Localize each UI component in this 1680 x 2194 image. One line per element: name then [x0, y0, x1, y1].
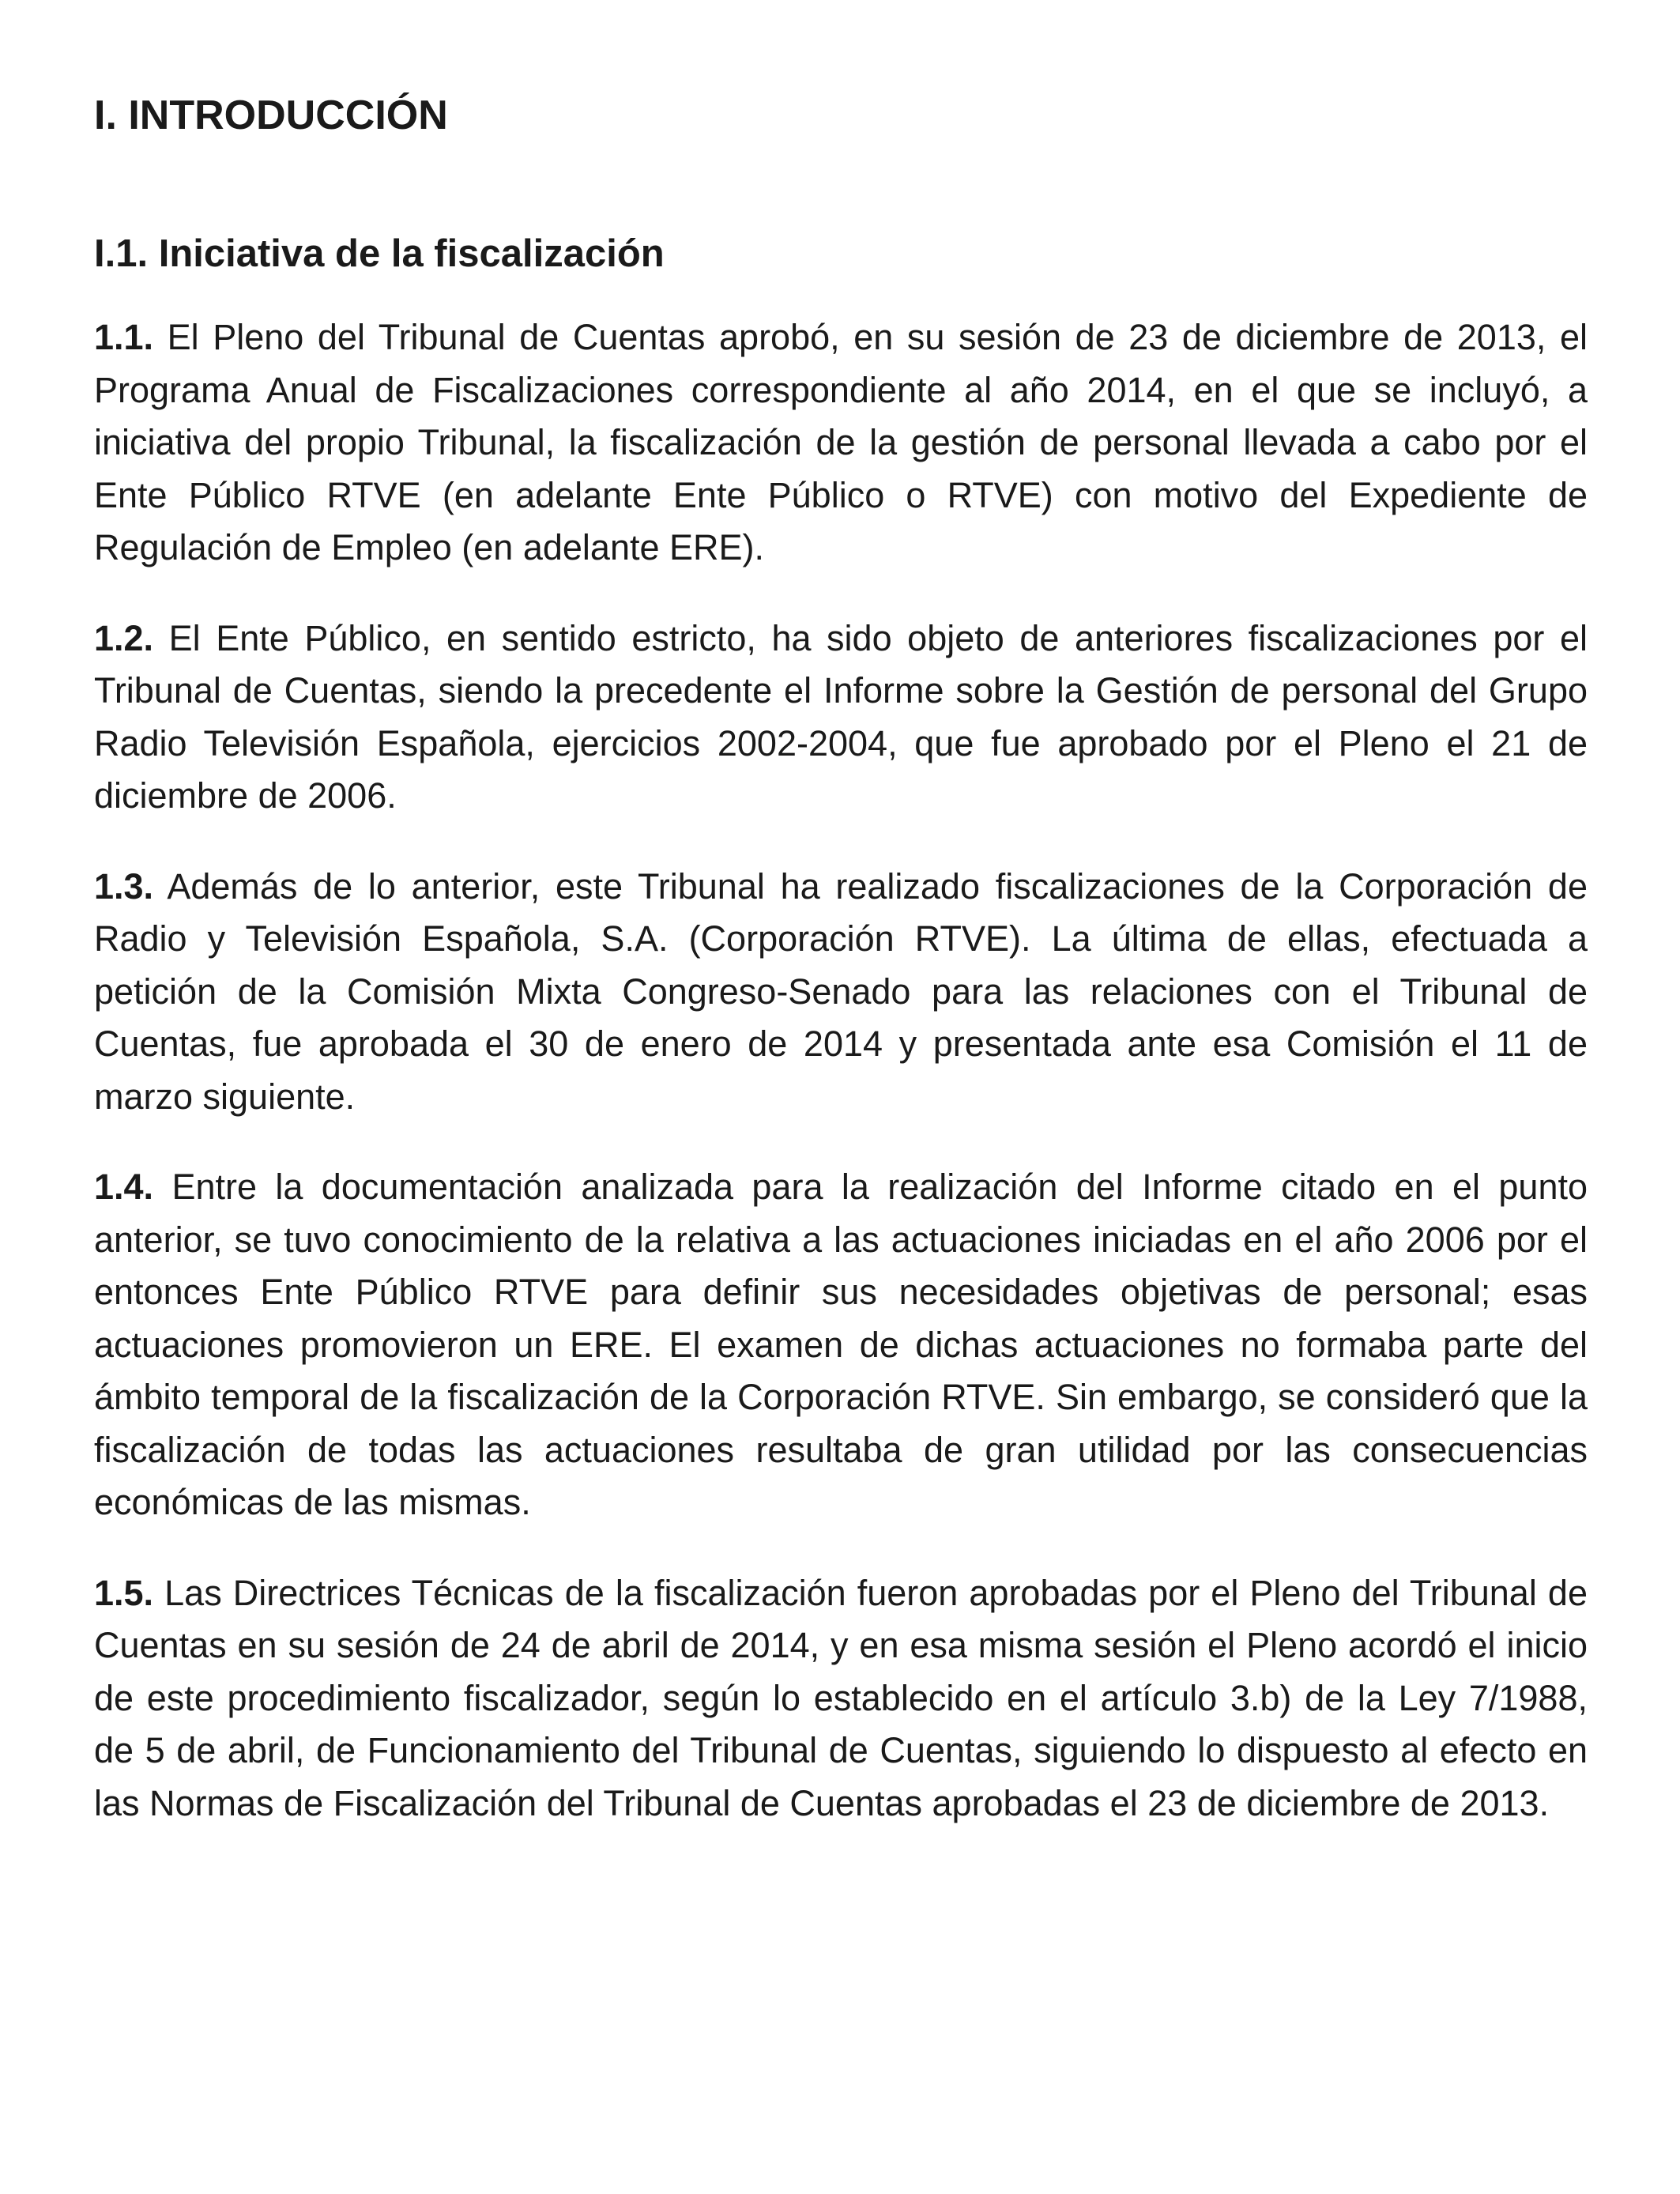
paragraph-text: Entre la documentación analizada para la realización del Informe citado en el punto anterior, se tuvo conocimiento de la relativa a las actuaciones iniciadas en el año 2006 por el entonces Ente Público RTVE para definir sus necesidades objetivas de personal; esas actuaciones promovieron un ERE. El examen de dichas actuaciones no formaba parte del ámbito temporal de la fiscalización de la Corporación RTVE. Sin embargo, se consideró que la fiscalización de todas las actuaciones resultaba de gran utilidad por las consecuencias económicas de las mismas.	[94, 1167, 1588, 1522]
paragraph-text: Las Directrices Técnicas de la fiscalización fueron aprobadas por el Pleno del Tribunal de Cuentas en su sesión de 24 de abril de 2014, y en esa misma sesión el Pleno acordó el inicio de este procedimiento fiscalizador, según lo establecido en el artículo 3.b) de la Ley 7/1988, de 5 de abril, de Funcionamiento del Tribunal de Cuentas, siguiendo lo dispuesto al efecto en las Normas de Fiscalización del Tribunal de Cuentas aprobadas el 23 de diciembre de 2013.	[94, 1572, 1588, 1823]
paragraph-number: 1.5.	[94, 1572, 154, 1613]
paragraph-1-3	[94, 861, 1588, 1124]
section-heading: I.1. Iniciativa de la fiscalización	[94, 232, 665, 275]
paragraph-number: 1.1.	[94, 317, 154, 357]
paragraph-1-4	[94, 1161, 1588, 1529]
paragraph-text: El Ente Público, en sentido estricto, ha sido objeto de anteriores fiscalizaciones por el Tribunal de Cuentas, siendo la precedente el Informe sobre la Gestión de personal del Grupo Radio Televisión Española, ejercicios 2002-2004, que fue aprobado por el Pleno el 21 de diciembre de 2006.	[94, 617, 1588, 816]
paragraph-text: El Pleno del Tribunal de Cuentas aprobó, en su sesión de 23 de diciembre de 2013, el Programa Anual de Fiscalizaciones correspondiente al año 2014, en el que se incluyó, a iniciativa del propio Tribunal, la fiscalización de la gestión de personal llevada a cabo por el Ente Público RTVE (en adelante Ente Público o RTVE) con motivo del Expediente de Regulación de Empleo (en adelante ERE).	[94, 317, 1588, 567]
paragraph-1-5	[94, 1567, 1588, 1830]
document-page	[94, 87, 1588, 1868]
paragraph-number: 1.3.	[94, 865, 154, 907]
paragraph-number: 1.4.	[94, 1167, 154, 1207]
paragraph-1-1	[94, 311, 1588, 575]
paragraph-text: Además de lo anterior, este Tribunal ha realizado fiscalizaciones de la Corporación de Radio y Televisión Española, S.A. (Corporación RTVE). La última de ellas, efectuada a petición de la Comisión Mixta Congreso-Senado para las relaciones con el Tribunal de Cuentas, fue aprobada el 30 de enero de 2014 y presentada ante esa Comisión el 11 de marzo siguiente.	[94, 865, 1588, 1117]
paragraph-1-2	[94, 613, 1588, 823]
chapter-heading: I. INTRODUCCIÓN	[94, 92, 448, 138]
paragraph-number: 1.2.	[94, 617, 154, 658]
